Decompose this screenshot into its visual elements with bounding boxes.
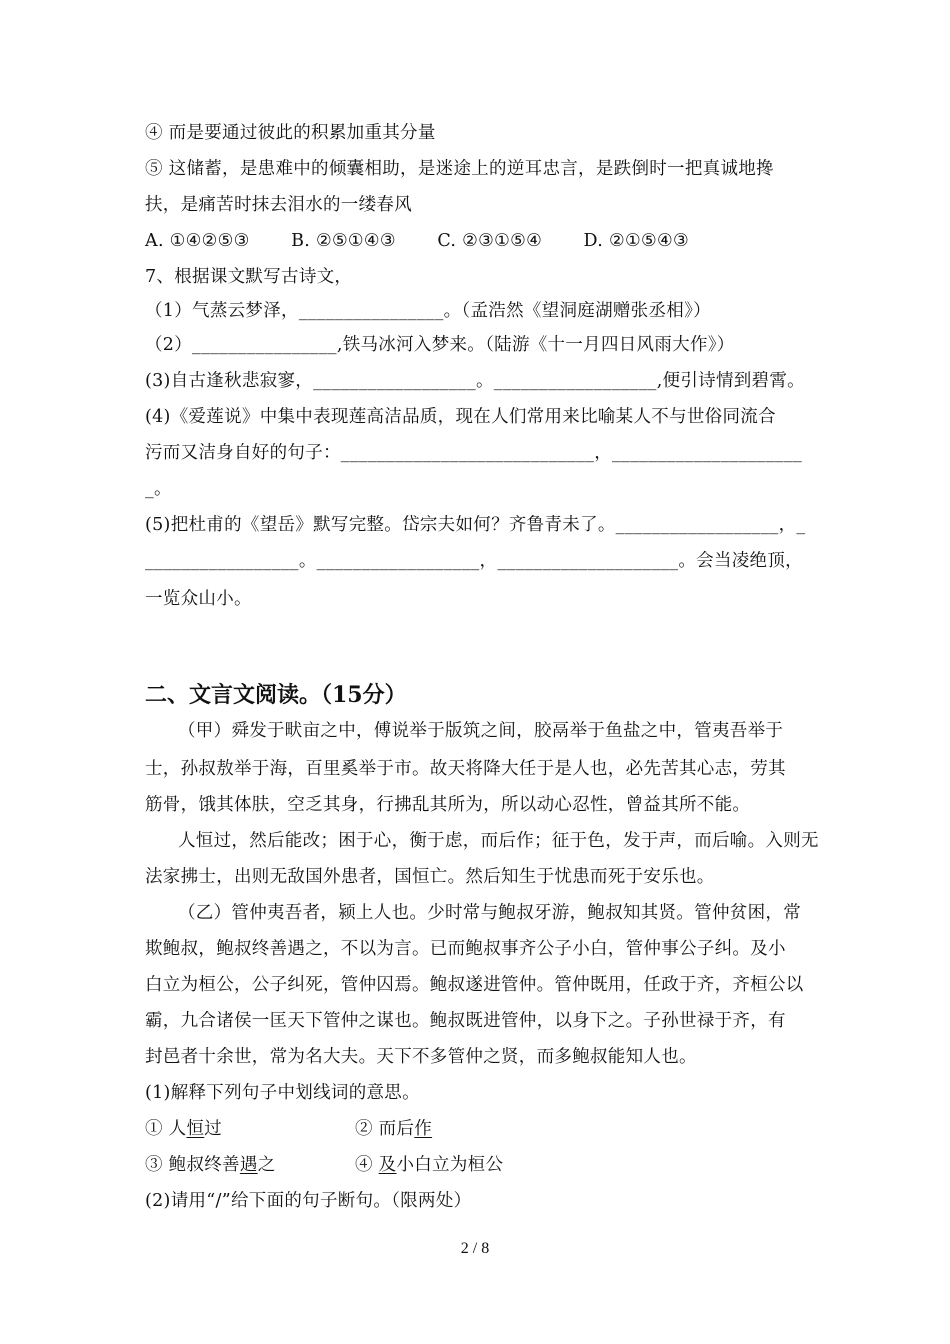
vocab-item-1: ① 人恒过 xyxy=(145,1119,223,1139)
vocab-item-2: ② 而后作 xyxy=(355,1119,433,1139)
section-2-heading: 二、文言文阅读。（15分） xyxy=(145,682,407,708)
question-7-part-5-cont: _________________。__________________，____________________。会当凌绝顶， xyxy=(145,551,803,571)
question-7-part-5: (5)把杜甫的《望岳》默写完整。岱宗夫如何？齐鲁青未了。__________________，_ xyxy=(145,515,806,535)
underlined-word: 遇 xyxy=(239,1155,258,1175)
sub-question-2-title: (2)请用“/”给下面的句子断句。（限两处） xyxy=(145,1191,472,1211)
page-number: 2 / 8 xyxy=(460,1240,490,1257)
underlined-word: 恒 xyxy=(186,1119,205,1139)
passage-yi-line: （乙）管仲夷吾者，颍上人也。少时常与鲍叔牙游，鲍叔知其贤。管仲贫困，常 xyxy=(178,903,801,923)
passage-jia-line: 筋骨，饿其体肤，空乏其身，行拂乱其所为，所以动心忍性，曾益其所不能。 xyxy=(145,795,751,815)
vocab-row-1 xyxy=(145,1117,815,1141)
question-7-part-2: （2）________________,铁马冰河入梦来。（陆游《十一月四日风雨大作》） xyxy=(145,335,735,355)
answer-choices: A. ①④②⑤③ B. ②⑤①④③ C. ②③①⑤④ D. ②①⑤④③ xyxy=(145,231,689,251)
passage-yi-line: 霸，九合诸侯一匡天下管仲之谋也。鲍叔既进管仲，以身下之。子孙世禄于齐，有 xyxy=(145,1011,786,1031)
passage-jia-line: （甲）舜发于畎亩之中，傅说举于版筑之间，胶鬲举于鱼盐之中，管夷吾举于 xyxy=(178,721,784,741)
passage-jia-line: 法家拂士，出则无敌国外患者，国恒亡。然后知生于忧患而死于安乐也。 xyxy=(145,867,715,887)
vocab-row-2 xyxy=(145,1153,815,1177)
option-item-5-cont: 扶，是痛苦时抹去泪水的一缕春风 xyxy=(145,195,412,215)
passage-jia-line: 士，孙叔敖举于海，百里奚举于市。故天将降大任于是人也，必先苦其心志，劳其 xyxy=(145,759,786,779)
question-7-title: 7、根据课文默写古诗文， xyxy=(145,267,353,287)
vocab-item-3: ③ 鲍叔终善遇之 xyxy=(145,1155,276,1175)
question-7-part-5-end: 一览众山小。 xyxy=(145,589,252,609)
question-7-part-4-cont: 污而又洁身自好的句子：____________________________，_____________________ xyxy=(145,443,803,463)
vocab-item-4: ④ 及小白立为桓公 xyxy=(355,1155,504,1175)
passage-yi-line: 封邑者十余世，常为名大夫。天下不多管仲之贤，而多鲍叔能知人也。 xyxy=(145,1047,697,1067)
underlined-word: 作 xyxy=(414,1119,433,1139)
passage-yi-line: 白立为桓公，公子纠死，管仲囚焉。鲍叔遂进管仲。管仲既用，任政于齐，齐桓公以 xyxy=(145,975,804,995)
question-7-part-4: (4)《爱莲说》中集中表现莲高洁品质，现在人们常用来比喻某人不与世俗同流合 xyxy=(145,407,776,427)
sub-question-1-title: (1)解释下列句子中划线词的意思。 xyxy=(145,1083,420,1103)
question-7-part-3: (3)自古逢秋悲寂寥，__________________。__________________,便引诗情到碧霄。 xyxy=(145,371,805,391)
question-7-part-1: （1）气蒸云梦泽，________________。（孟浩然《望洞庭湖赠张丞相》） xyxy=(145,301,711,321)
question-7-part-4-end: _。 xyxy=(145,479,172,499)
passage-jia-line: 人恒过，然后能改；困于心，衡于虑，而后作；征于色，发于声，而后喻。入则无 xyxy=(178,831,819,851)
option-item-4: ④ 而是要通过彼此的积累加重其分量 xyxy=(145,123,436,143)
option-item-5: ⑤ 这储蓄，是患难中的倾囊相助，是迷途上的逆耳忠言，是跌倒时一把真诚地搀 xyxy=(145,159,774,179)
underlined-word: 及 xyxy=(378,1155,397,1175)
passage-yi-line: 欺鲍叔，鲍叔终善遇之，不以为言。已而鲍叔事齐公子小白，管仲事公子纠。及小 xyxy=(145,939,786,959)
